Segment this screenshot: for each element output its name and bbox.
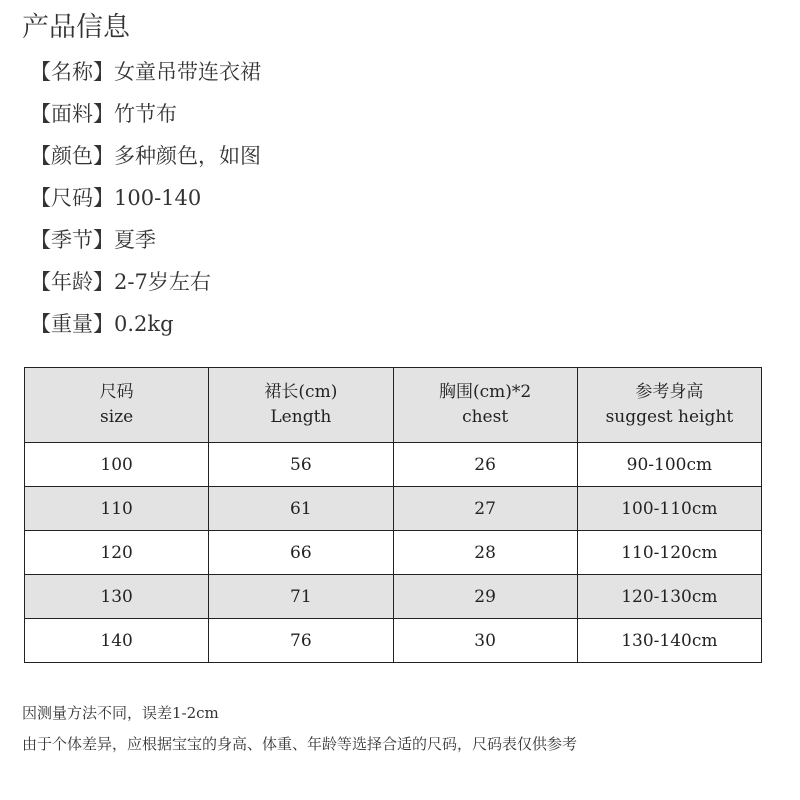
size-chart-table — [24, 367, 762, 663]
table-cell: 66 — [209, 531, 393, 575]
info-value: 多种颜色，如图 — [114, 144, 261, 168]
table-row — [25, 575, 762, 619]
table-cell: 71 — [209, 575, 393, 619]
table-cell: 30 — [393, 619, 577, 663]
notes — [22, 700, 577, 762]
info-value: 女童吊带连衣裙 — [114, 60, 261, 84]
table-row — [25, 619, 762, 663]
info-label: 【年龄】 — [30, 270, 114, 294]
table-cell: 76 — [209, 619, 393, 663]
info-label: 【名称】 — [30, 60, 114, 84]
column-header-chest: 胸围(cm)*2 chest — [393, 368, 577, 443]
table-cell: 27 — [393, 487, 577, 531]
info-label: 【面料】 — [30, 102, 114, 126]
page-title: 产品信息 — [22, 12, 130, 43]
note-measurement-error: 因测量方法不同，误差1-2cm — [22, 704, 219, 722]
table-row — [25, 531, 762, 575]
table-header-row — [25, 368, 762, 443]
table-cell: 130-140cm — [577, 619, 761, 663]
info-label: 【颜色】 — [30, 144, 114, 168]
info-label: 【季节】 — [30, 228, 114, 252]
table-row — [25, 487, 762, 531]
info-row-color — [30, 135, 261, 177]
column-header-height: 参考身高 suggest height — [577, 368, 761, 443]
table-cell: 26 — [393, 443, 577, 487]
info-row-season — [30, 219, 261, 261]
table-cell: 120-130cm — [577, 575, 761, 619]
info-value: 夏季 — [114, 228, 156, 252]
info-value: 2-7岁左右 — [114, 270, 211, 294]
info-label: 【重量】 — [30, 312, 114, 336]
table-cell: 120 — [25, 531, 209, 575]
info-value: 100-140 — [114, 186, 202, 210]
table-cell: 100-110cm — [577, 487, 761, 531]
table-cell: 100 — [25, 443, 209, 487]
info-row-age — [30, 261, 261, 303]
table-cell: 28 — [393, 531, 577, 575]
note-size-advice: 由于个体差异，应根据宝宝的身高、体重、年龄等选择合适的尺码，尺码表仅供参考 — [22, 735, 578, 753]
info-row-weight — [30, 303, 261, 345]
info-row-fabric — [30, 93, 261, 135]
table-cell: 110 — [25, 487, 209, 531]
table-cell: 130 — [25, 575, 209, 619]
column-header-length: 裙长(cm) Length — [209, 368, 393, 443]
table-row — [25, 443, 762, 487]
table-cell: 56 — [209, 443, 393, 487]
table-cell: 110-120cm — [577, 531, 761, 575]
info-label: 【尺码】 — [30, 186, 114, 210]
column-header-size: 尺码 size — [25, 368, 209, 443]
product-info-list — [30, 51, 261, 345]
info-row-name — [30, 51, 261, 93]
table-cell: 61 — [209, 487, 393, 531]
table-cell: 140 — [25, 619, 209, 663]
info-value: 竹节布 — [114, 102, 177, 126]
table-cell: 29 — [393, 575, 577, 619]
info-row-size — [30, 177, 261, 219]
table-cell: 90-100cm — [577, 443, 761, 487]
info-value: 0.2kg — [114, 312, 174, 336]
